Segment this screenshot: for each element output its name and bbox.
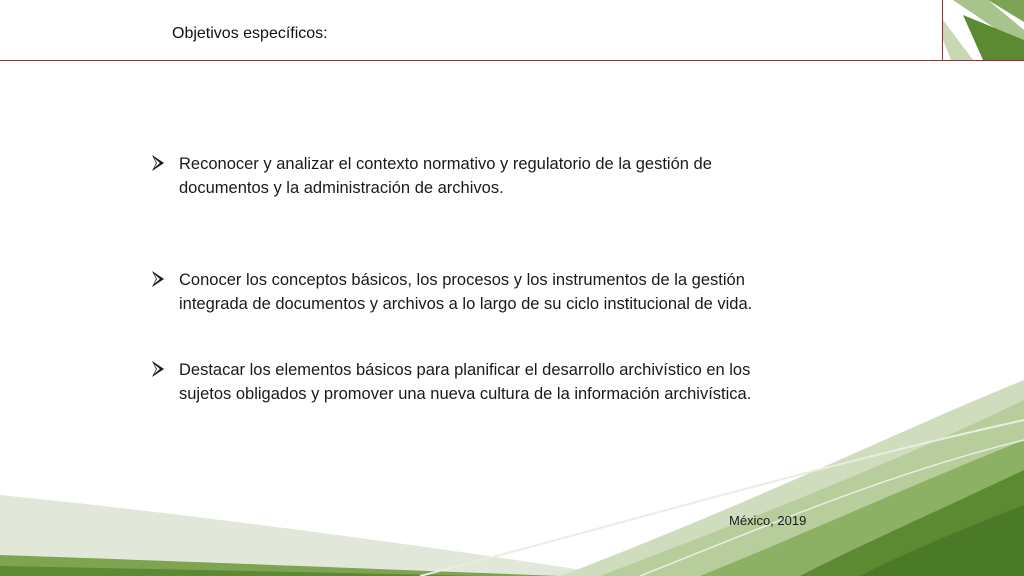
objective-text	[179, 268, 809, 316]
arrowhead-bullet-icon	[150, 154, 166, 172]
header-divider	[0, 60, 1024, 61]
objective-line: Conocer los conceptos básicos, los procesos y los instrumentos de la gestión	[179, 271, 745, 289]
footer-date: México, 2019	[729, 513, 807, 528]
objective-text	[179, 358, 809, 406]
corner-green-logo-icon	[943, 0, 1024, 60]
objective-line: Reconocer y analizar el contexto normativo y regulatorio de la gestión de	[179, 155, 712, 173]
arrowhead-bullet-icon	[150, 270, 166, 288]
objective-line: integrada de documentos y archivos a lo largo de su ciclo institucional de vida.	[179, 295, 753, 313]
arrowhead-bullet-icon	[150, 360, 166, 378]
objective-line: Destacar los elementos básicos para planificar el desarrollo archivístico en los	[179, 361, 751, 379]
slide-title: Objetivos específicos:	[172, 25, 328, 42]
objective-line: sujetos obligados y promover una nueva cultura de la información archivística.	[179, 385, 752, 403]
objective-text	[179, 152, 809, 200]
objective-line: documentos y la administración de archivos.	[179, 179, 504, 197]
